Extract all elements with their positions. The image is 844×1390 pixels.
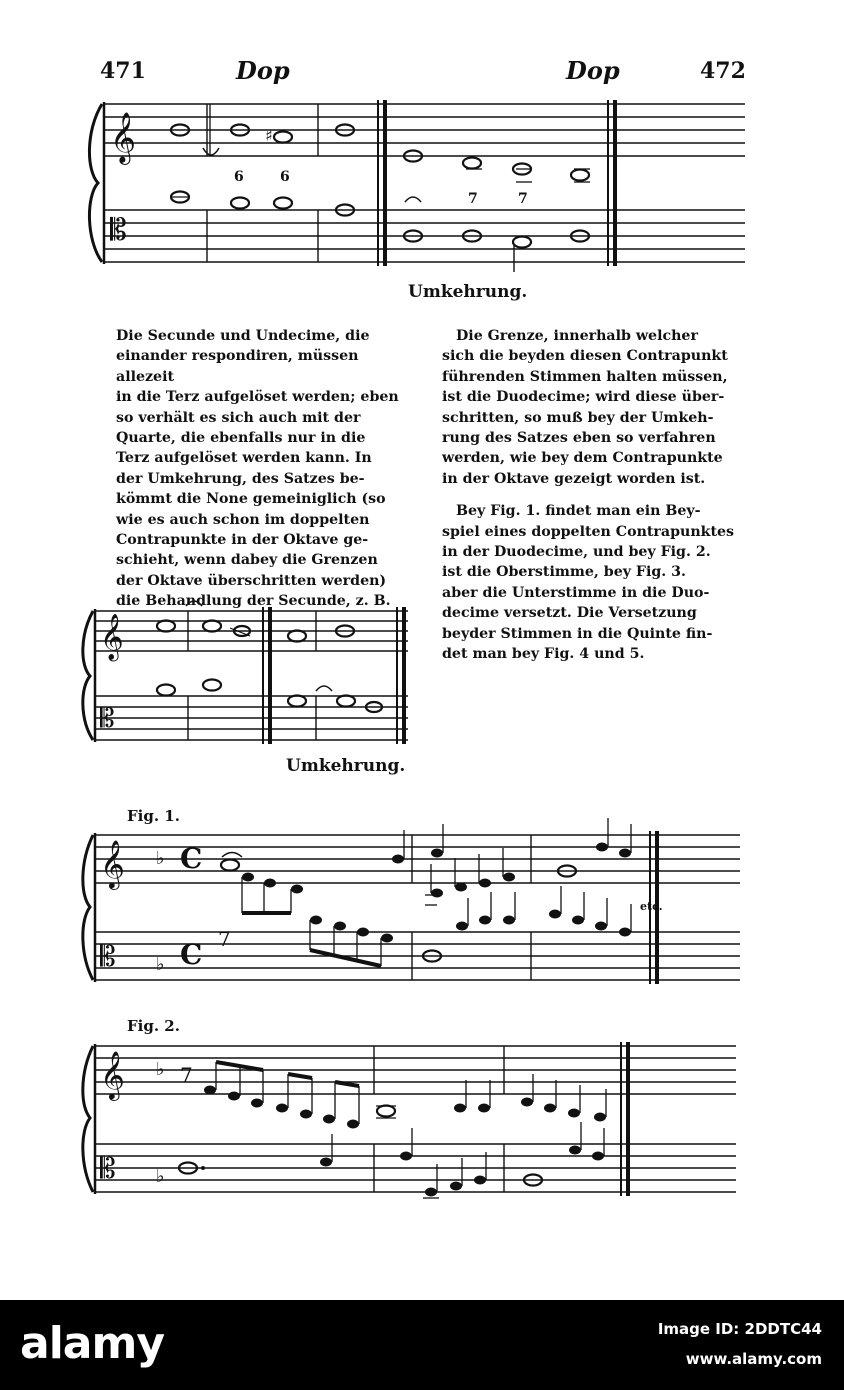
running-head-right: Dop <box>566 56 620 85</box>
svg-text:7: 7 <box>180 1063 193 1087</box>
example-caption-top: Umkehrung. <box>408 282 528 302</box>
svg-text:♭: ♭ <box>156 1059 165 1080</box>
fig2-label: Fig. 2. <box>127 1017 180 1035</box>
svg-text:𝄞: 𝄞 <box>100 614 124 660</box>
svg-text:𝄞: 𝄞 <box>100 1050 125 1099</box>
running-head-left: Dop <box>236 56 290 85</box>
svg-text:𝄡: 𝄡 <box>100 704 115 734</box>
svg-text:C: C <box>180 938 203 971</box>
example-caption-small: Umkehrung. <box>286 756 406 776</box>
image-id: Image ID: 2DDTC44 www.alamy.com <box>657 1320 822 1368</box>
svg-text:♯: ♯ <box>265 126 273 145</box>
page-number-left: 471 <box>100 58 146 84</box>
svg-text:𝄞: 𝄞 <box>100 839 125 888</box>
right-column: Die Grenze, innerhalb welcher sich die beyden diesen Contrapunkt führenden Stimmen halten müssen, ist die Duodecime; wird diese über- schritten, so muß bey der Umkeh- rung des Satzes eben so verfahren werden, wie bey dem Contrapunkte in der Oktave gezeigt worden ist. Bey Fig. 1. findet man ein Bey- spiel eines doppelten Contrapunktes in der Duodecime, und bey Fig. 2. ist die Oberstimme, bey Fig. 3. aber die Unterstimme in die Duo- decime versetzt. Die Versetzung beyder Stimmen in die Quinte fin- det man bey Fig. 4 und 5. <box>442 328 735 663</box>
figured-bass-6a: 6 <box>234 169 244 185</box>
figured-bass-6b: 6 <box>280 169 290 185</box>
page-number-right: 472 <box>700 58 746 84</box>
fig1-label: Fig. 1. <box>127 807 180 825</box>
watermark-banner <box>0 1300 844 1390</box>
svg-text:𝄡: 𝄡 <box>100 940 116 973</box>
svg-text:♭: ♭ <box>156 848 165 869</box>
svg-text:C: C <box>180 842 203 875</box>
svg-text:♭: ♭ <box>156 1166 165 1187</box>
svg-text:𝄡: 𝄡 <box>110 213 127 248</box>
figured-bass-7a: 7 <box>468 191 478 207</box>
svg-text:7: 7 <box>218 927 231 951</box>
alamy-logo: alamy <box>20 1318 164 1369</box>
figured-bass-7b: 7 <box>518 191 528 207</box>
svg-text:𝄞: 𝄞 <box>110 112 137 163</box>
fig1-etc: etc. <box>640 900 663 913</box>
left-column: Die Secunde und Undecime, die einander respondiren, müssen allezeit in die Terz aufgelöset werden; eben so verhält es sich auch mit der Quarte, die ebenfalls nur in die Terz aufgelöset werden kann. In der Umkehrung, des Satzes be- kömmt die None gemeiniglich (so wie es auch schon im doppelten Contrapunkte in der Oktave ge- schieht, wenn dabey die Grenzen der Oktave überschritten werden) die Behandlung der Secunde, z. B. <box>116 328 399 610</box>
svg-text:𝄡: 𝄡 <box>100 1152 116 1185</box>
svg-text:♭: ♭ <box>156 954 165 975</box>
